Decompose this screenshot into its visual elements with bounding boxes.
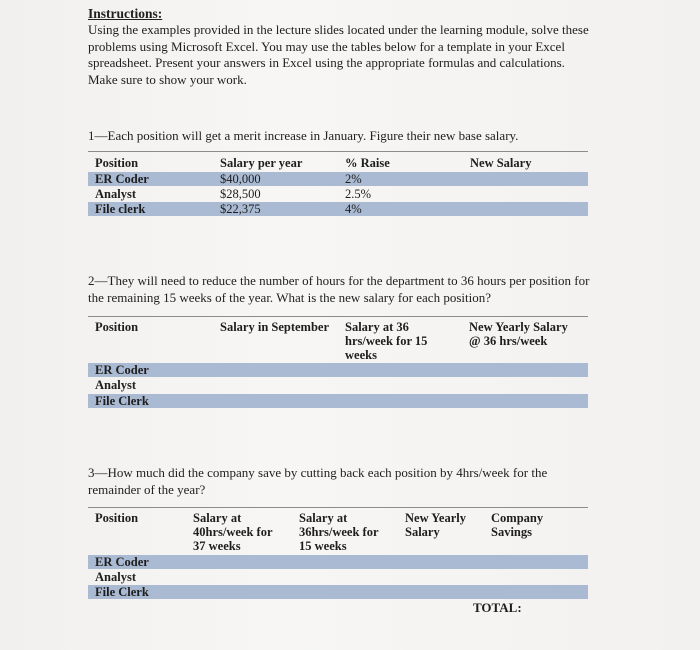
instructions-line: spreadsheet. Present your answers in Excel using the appropriate formulas and calculations. <box>88 55 565 70</box>
header-line: 36hrs/week for <box>299 525 379 539</box>
q3-row-position: File Clerk <box>95 585 149 599</box>
q2-row-position: ER Coder <box>95 363 149 377</box>
q1-row-band <box>88 202 588 216</box>
header-line: New Yearly <box>405 511 466 525</box>
q2-top-rule <box>88 316 588 317</box>
q1-row-salary: $28,500 <box>220 187 261 201</box>
q3-row-band <box>88 555 588 569</box>
q1-header-salary: Salary per year <box>220 156 303 170</box>
q2-row-band <box>88 394 588 408</box>
q1-row-raise: 2% <box>345 172 362 186</box>
header-line: weeks <box>345 348 377 362</box>
q2-header-salary-september: Salary in September <box>220 320 330 334</box>
q1-row-band <box>88 172 588 186</box>
q1-prompt: 1—Each position will get a merit increase in January. Figure their new base salary. <box>88 128 519 143</box>
q3-header-salary-36 <box>299 511 379 553</box>
q3-header-position: Position <box>95 511 139 525</box>
q1-row-raise: 2.5% <box>345 187 372 201</box>
q3-header-salary-40 <box>193 511 273 553</box>
instructions-paragraph <box>88 22 608 88</box>
header-line: Savings <box>491 525 532 539</box>
header-line: Salary at 36 <box>345 320 409 334</box>
q2-prompt-line: the remaining 15 weeks of the year. What is the new salary for each position? <box>88 289 491 305</box>
q1-row-position: ER Coder <box>95 172 149 186</box>
header-line: hrs/week for 15 <box>345 334 428 348</box>
header-line: 37 weeks <box>193 539 241 553</box>
q2-prompt-line: 2—They will need to reduce the number of hours for the department to 36 hours per position for <box>88 273 590 288</box>
instructions-line: problems using Microsoft Excel. You may use the tables below for a template in your Excel <box>88 38 565 54</box>
q2-header-new-yearly <box>469 320 568 348</box>
q3-total-label: TOTAL: <box>473 600 522 615</box>
q1-top-rule <box>88 151 588 152</box>
q3-prompt <box>88 465 598 498</box>
header-line: New Yearly Salary <box>469 320 568 334</box>
instructions-line: Make sure to show your work. <box>88 71 247 87</box>
q1-header-raise: % Raise <box>345 156 390 170</box>
q1-row-position: File clerk <box>95 202 146 216</box>
q3-prompt-line: remainder of the year? <box>88 481 206 497</box>
q1-row-position: Analyst <box>95 187 136 201</box>
q3-row-position: Analyst <box>95 570 136 584</box>
q1-header-new-salary: New Salary <box>470 156 532 170</box>
q2-row-band <box>88 363 588 377</box>
q1-header-position: Position <box>95 156 139 170</box>
header-line: @ 36 hrs/week <box>469 334 548 348</box>
header-line: 15 weeks <box>299 539 347 553</box>
header-line: Company <box>491 511 544 525</box>
q1-row-salary: $40,000 <box>220 172 261 186</box>
q1-row-raise: 4% <box>345 202 362 216</box>
q1-row-salary: $22,375 <box>220 202 261 216</box>
q2-row-position: File Clerk <box>95 394 149 408</box>
header-line: Salary at <box>193 511 242 525</box>
header-line: 40hrs/week for <box>193 525 273 539</box>
instructions-line: Using the examples provided in the lecture slides located under the learning module, solve these <box>88 22 589 37</box>
instructions-title: Instructions: <box>88 6 163 21</box>
q2-prompt <box>88 273 598 306</box>
q2-row-position: Analyst <box>95 378 136 392</box>
header-line: Salary <box>405 525 440 539</box>
q3-header-new-yearly <box>405 511 466 539</box>
q3-top-rule <box>88 507 588 508</box>
q3-prompt-line: 3—How much did the company save by cutting back each position by 4hrs/week for the <box>88 465 548 480</box>
q2-header-position: Position <box>95 320 139 334</box>
q3-row-position: ER Coder <box>95 555 149 569</box>
q2-header-salary-36 <box>345 320 427 362</box>
q3-row-band <box>88 585 588 599</box>
q3-header-company-savings <box>491 511 543 539</box>
header-line: Salary at <box>299 511 348 525</box>
